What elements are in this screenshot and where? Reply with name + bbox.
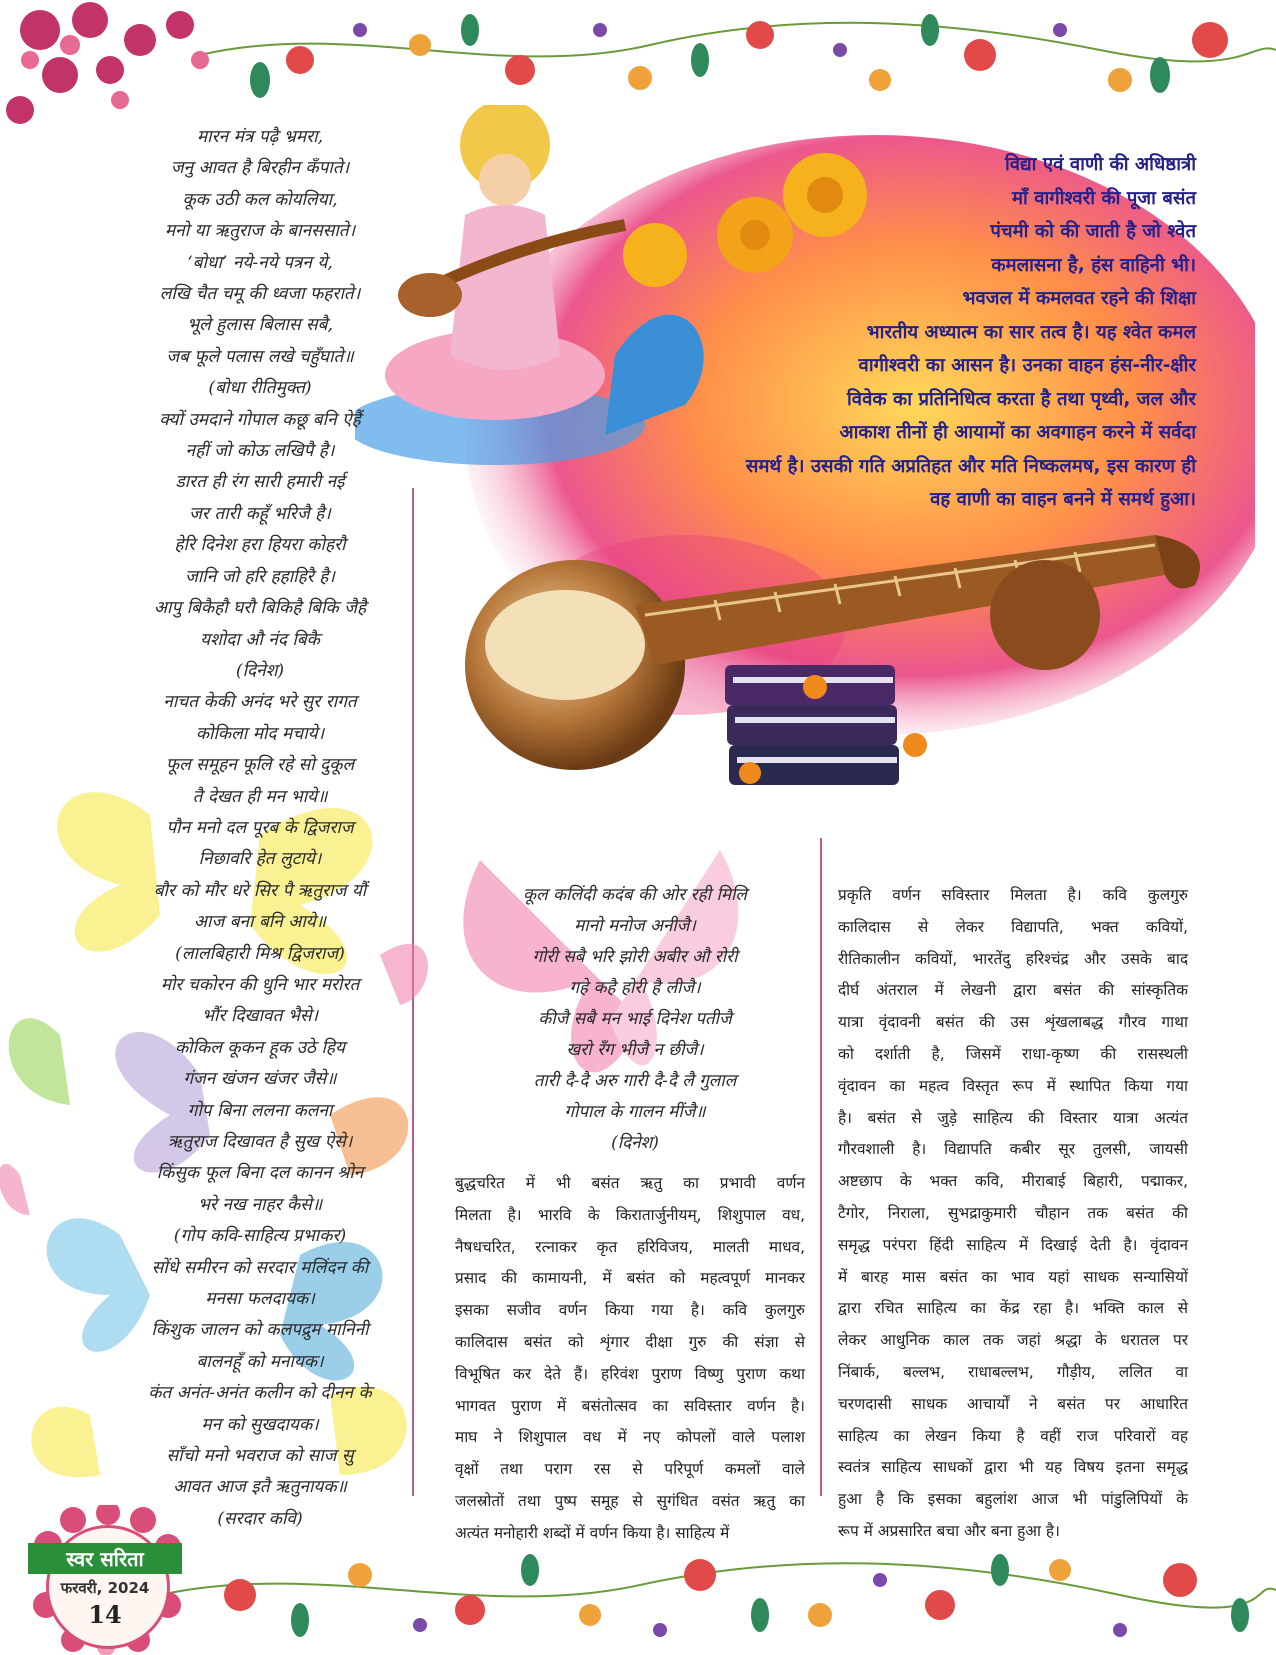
intro-line: वागीश्वरी का आसन है। उनका वाहन हंस-नीर-क्षीर [858, 355, 1196, 376]
poem-line: गोरी सबै भरि झोरी अबीर औ रोरी [532, 947, 738, 967]
poem-line: बालनहूँ को मनायक। [196, 1351, 324, 1372]
poem-line: यशोदा औ नंद बिकै [200, 629, 320, 650]
prose-line: मिलता है। भारवि के किरातार्जुनीयम्, शिशुपाल वध, [455, 1205, 805, 1224]
poem-line: गोपाल के गालन मींजै॥ [564, 1102, 706, 1122]
prose-line: नैषधचरित, रत्नाकर कृत हरिविजय, मालती माधव, [455, 1237, 805, 1256]
poem-line: किंशुक जालन को कलपद्रुम मानिनी [151, 1320, 369, 1341]
prose-line: इसका सजीव वर्णन किया गया है। कवि कुलगुरु [455, 1301, 805, 1320]
intro-paragraph [676, 148, 1196, 517]
issue-date: फरवरी, 2024 [60, 1579, 150, 1597]
poem-line: आज बना बनि आये॥ [193, 912, 327, 933]
poem-line: लखि चैत चमू की ध्वजा फहराते। [159, 284, 361, 305]
poem-line: कंत अनंत-अनंत कलीन को दीनन के [148, 1383, 372, 1404]
poem-line: कोकिला मोद मचाये। [195, 723, 325, 744]
poem-line: तै देखत ही मन भाये॥ [192, 786, 328, 807]
magazine-title: स्वर सरिता [28, 1543, 182, 1574]
prose-line: है। बसंत से जुड़े साहित्य की विस्तार यात्रा अत्यंत [838, 1108, 1188, 1127]
intro-line: विद्या एवं वाणी की अधिष्ठात्री [1004, 154, 1196, 175]
right-prose-column [838, 880, 1188, 1548]
prose-line: लेकर आधुनिक काल तक जहां श्रद्धा के धरातल पर [838, 1331, 1188, 1350]
prose-line: निंबार्क, बल्लभ, राधाबल्लभ, गौड़ीय, ललित वा [838, 1362, 1188, 1381]
poem-line: (सरदार कवि) [217, 1508, 303, 1529]
intro-line: भारतीय अध्यात्म का सार तत्व है। यह श्वेत कमल [866, 321, 1196, 343]
poem-line: भरे नख नाहर कैसे॥ [197, 1194, 323, 1215]
prose-line: माघ ने शिशुपाल वध में नए कोपलों वाले पलाश [455, 1428, 805, 1447]
poem-line: (दिनेश) [611, 1133, 659, 1153]
poem-line: गहे कहै होरी है लीजै। [569, 978, 701, 998]
poem-line: जब फूले पलास लखे चहुँघाते॥ [166, 346, 354, 367]
poem-line: कूक उठी कल कोयलिया, [182, 189, 338, 210]
poem-line: सोंधे समीरन को सरदार मलिंदन की [151, 1257, 369, 1278]
poem-line: तारी दै-दै अरु गारी दै-दै लै गुलाल [533, 1071, 737, 1091]
poem-line: नहीं जो कोऊ लखिपै है। [185, 441, 335, 462]
poem-line: गंजन खंजन खंजर जैसे॥ [183, 1069, 337, 1090]
poem-line: मारन मंत्र पढ़ै भ्रमरा, [196, 127, 324, 147]
prose-line: कालिदास से लेकर विद्यापति, भक्त कवियों, [838, 917, 1188, 936]
prose-line: टैगोर, निराला, सुभद्राकुमारी चौहान तक बसंत की [838, 1203, 1188, 1222]
intro-line: वह वाणी का वाहन बनने में समर्थ हुआ। [930, 489, 1196, 510]
intro-line: समर्थ है। उसकी गति अप्रतिहत और मति निष्कलमष, इस कारण ही [745, 455, 1196, 477]
poem-line: (गोप कवि-साहित्य प्रभाकर) [173, 1226, 347, 1247]
prose-line: प्रसाद की कामायनी, में बसंत को महत्वपूर्ण मानकर [455, 1269, 805, 1288]
prose-line: भागवत पुराण में बसंतोत्सव का सविस्तार वर्णन है। [455, 1396, 805, 1415]
poem-line: कूल कलिंदी कदंब की ओर रही मिलि [523, 885, 747, 905]
prose-line: चरणदासी साधक आचार्यों ने बसंत पर आधारित [838, 1394, 1188, 1413]
poem-line: कोकिल कूकन हूक उठे हिय [174, 1037, 346, 1058]
prose-line: जलस्रोतों तथा पुष्प समूह से सुगंधित वसंत ऋतु का [455, 1491, 805, 1510]
intro-line: कमलासना है, हंस वाहिनी भी। [991, 254, 1196, 276]
prose-line: रीतिकालीन कवियों, भारतेंदु हरिश्चंद्र और उसके बाद [838, 949, 1188, 968]
intro-line: भवजल में कमलवत रहने की शिक्षा [962, 288, 1196, 309]
prose-line: हुआ है कि इसका बहुलांश आज भी पांडुलिपियों के [838, 1490, 1188, 1509]
magazine-badge [28, 1505, 178, 1655]
page-number: 14 [88, 1600, 122, 1629]
prose-line: द्वारा रचित साहित्य का केंद्र रहा है। भक्ति काल से [838, 1299, 1188, 1318]
prose-line: समृद्ध परंपरा हिंदी साहित्य में दिखाई देती है। वृंदावन [838, 1235, 1188, 1254]
left-poem-column [110, 122, 410, 1535]
poem-line: जनु आवत है बिरहीन कँपाते। [170, 158, 350, 179]
intro-line: आकाश तीनों ही आयामों का अवगाहन करने में सर्वदा [839, 422, 1196, 443]
poem-line: मनो या ऋतुराज के बानससाते। [164, 221, 356, 242]
prose-line: कालिदास बसंत को शृंगार दीक्षा गुरु की संज्ञा से [455, 1332, 805, 1351]
poem-line: गोप बिना ललना कलना [187, 1100, 333, 1121]
poem-line: डारत ही रंग सारी हमारी नई [175, 472, 345, 493]
poem-line: क्यों उमदाने गोपाल कछू बनि ऐहैं [159, 409, 361, 430]
poem-line: पौन मनो दल पूरब के द्विजराज [166, 817, 354, 838]
prose-line: में बारह मास बसंत का भाव यहां साधक सन्यासियों [838, 1267, 1188, 1286]
intro-line: विवेक का प्रतिनिधित्व करता है तथा पृथ्वी, जल और [847, 388, 1196, 410]
poem-line: भूले हुलास बिलास सबै, [187, 315, 333, 336]
poem-line: ऋतुराज दिखावत है सुख ऐसे। [167, 1132, 353, 1152]
poem-line: जर तारी कहूँ भरिजै है। [189, 503, 331, 524]
prose-line: दीर्घ अंतराल में लेखनी द्वारा बसंत की सांस्कृतिक [838, 981, 1188, 1000]
poem-line: मनसा फलदायक। [205, 1289, 315, 1310]
poem-line: (दिनेश) [235, 660, 285, 681]
prose-line: यात्रा वृंदावनी बसंत की उस शृंखलाबद्ध गौरव गाथा [838, 1013, 1188, 1032]
middle-prose-column [455, 1168, 805, 1550]
prose-line: बुद्धचरित में भी बसंत ऋतु का प्रभावी वर्णन [455, 1174, 805, 1192]
poem-line: मोर चकोरन की धुनि भार मरोरत [160, 974, 360, 995]
poem-line: नाचत केकी अनंद भरे सुर रागत [163, 692, 357, 713]
prose-line: गौरवशाली है। विद्यापति कबीर सूर तुलसी, जायसी [838, 1140, 1188, 1159]
prose-line: साहित्य का लेखन किया है वहीं राज परिवारों वह [838, 1426, 1188, 1445]
poem-line: (लालबिहारी मिश्र द्विजराज) [175, 943, 345, 964]
prose-line: स्वतंत्र साहित्य साधकों द्वारा भी यह विषय इतना समृद्ध [838, 1458, 1188, 1477]
poem-line: जानि जो हरि हहाहिरै है। [185, 566, 335, 587]
poem-line: आपु बिकैहौ घरौ बिकिहै बिकि जैहै [153, 598, 367, 619]
poem-line: मन को सुखदायक। [201, 1414, 319, 1435]
prose-line: वृंदावन का महत्व विस्तृत रूप में स्थापित किया गया [838, 1076, 1188, 1095]
prose-line: को दर्शाती है, जिसमें राधा-कृष्ण की रासस्थली [838, 1044, 1188, 1063]
poem-line: (बोधा रीतिमुक्त) [208, 378, 312, 399]
poem-line: फूल समूहन फूलि रहे सो दुकूल [165, 755, 355, 776]
bougainvillea-corner [0, 0, 260, 140]
poem-line: निछावरि हेत लुटाये। [198, 849, 322, 870]
prose-line: वृक्षों तथा पराग रस से परिपूर्ण कमलों वाले [455, 1460, 805, 1479]
poem-line: भौंर दिखावत भैसे। [201, 1006, 319, 1027]
prose-line: अष्टछाप के भक्त कवि, मीराबाई बिहारी, पद्माकर, [838, 1172, 1188, 1191]
poem-line: मानो मनोज अनीजै। [574, 916, 696, 936]
poem-line: खरो रँग भीजै न छीजै। [566, 1040, 704, 1060]
poem-line: किंसुक फूल बिना दल कानन श्रोन [156, 1163, 364, 1184]
poem-line: बौर को मौर धरे सिर पै ऋतुराज यौं [153, 880, 367, 901]
poem-line: आवत आज इतै ऋतुनायक॥ [173, 1477, 347, 1498]
prose-line: प्रकृति वर्णन सविस्तार मिलता है। कवि कुलगुरु [838, 886, 1188, 904]
intro-line: माँ वागीश्वरी की पूजा बसंत [1011, 187, 1196, 209]
prose-line: रूप में अप्रसारित बचा और बना हुआ है। [838, 1521, 1060, 1540]
intro-line: पंचमी को की जाती है जो श्वेत [990, 221, 1196, 242]
poem-line: ‘बोधा’ नये-नये पत्रन ये, [187, 252, 333, 273]
poem-line: कीजै सबै मन भाई दिनेश पतीजै [538, 1009, 732, 1029]
prose-line: अत्यंत मनोहारी शब्दों में वर्णन किया है। साहित्य में [455, 1523, 730, 1542]
poem-line: हेरि दिनेश हरा हियरा कोहरौ [174, 535, 346, 556]
poem-line: साँचो मनो भवराज को साज सु [166, 1446, 354, 1467]
middle-poem [440, 880, 830, 1159]
prose-line: विभूषित कर देते हैं। हरिवंश पुराण विष्णु पुराण कथा [455, 1364, 805, 1383]
